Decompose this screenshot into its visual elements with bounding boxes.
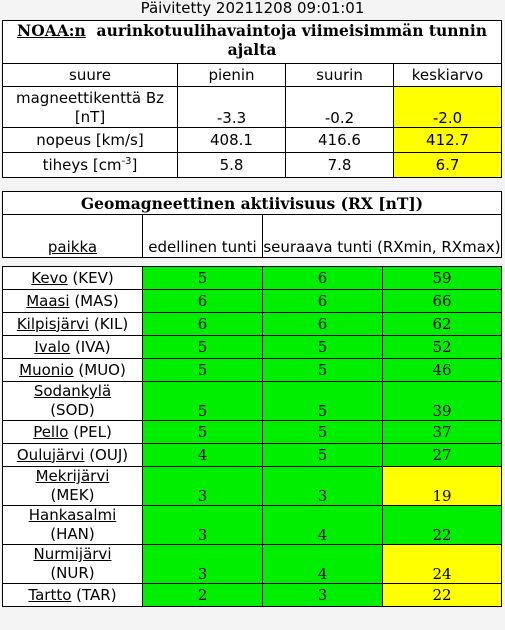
station-row bbox=[3, 506, 502, 545]
station-next-min: 5 bbox=[263, 421, 383, 444]
station-name-cell bbox=[3, 467, 143, 506]
station-prev-hour: 4 bbox=[143, 444, 263, 467]
station-code: (MEK) bbox=[50, 486, 95, 504]
bz-min: -3.3 bbox=[178, 87, 286, 128]
density-label-exponent: -3 bbox=[121, 156, 132, 167]
station-row bbox=[3, 584, 502, 607]
speed-avg: 412.7 bbox=[394, 128, 502, 153]
station-next-min: 4 bbox=[263, 545, 383, 584]
station-code: (PEL) bbox=[68, 422, 112, 441]
updated-timestamp: Päivitetty 20211208 09:01:01 bbox=[140, 0, 365, 17]
speed-label: nopeus [km/s] bbox=[3, 128, 178, 153]
station-row bbox=[3, 359, 502, 382]
station-code: (MAS) bbox=[69, 291, 119, 310]
solar-wind-title bbox=[3, 21, 502, 64]
station-next-min: 5 bbox=[263, 359, 383, 382]
station-name-cell bbox=[3, 421, 143, 444]
station-row bbox=[3, 421, 502, 444]
geomag-title: Geomagneettinen aktiivisuus (RX [nT]) bbox=[3, 192, 502, 215]
solar-wind-table bbox=[2, 20, 502, 178]
station-next-max: 59 bbox=[383, 267, 502, 290]
station-row bbox=[3, 336, 502, 359]
station-next-max: 24 bbox=[383, 545, 502, 584]
col-header-avg: keskiarvo bbox=[394, 64, 502, 87]
station-code: (KIL) bbox=[89, 314, 129, 333]
station-next-max: 27 bbox=[383, 444, 502, 467]
station-link[interactable]: Muonio bbox=[19, 360, 74, 379]
station-prev-hour: 5 bbox=[143, 267, 263, 290]
station-code: (OUJ) bbox=[84, 445, 129, 464]
geomag-header-table bbox=[2, 191, 502, 258]
station-next-max: 19 bbox=[383, 467, 502, 506]
col-header-station bbox=[3, 215, 143, 258]
station-row bbox=[3, 382, 502, 421]
station-next-max: 22 bbox=[383, 584, 502, 607]
station-name-cell bbox=[3, 359, 143, 382]
col-header-quantity: suure bbox=[3, 64, 178, 87]
station-prev-hour: 3 bbox=[143, 545, 263, 584]
station-prev-hour: 3 bbox=[143, 506, 263, 545]
station-prev-hour: 5 bbox=[143, 359, 263, 382]
station-link[interactable]: Hankasalmi bbox=[28, 506, 117, 524]
station-next-max: 46 bbox=[383, 359, 502, 382]
station-link[interactable]: Oulujärvi bbox=[16, 445, 85, 464]
density-min: 5.8 bbox=[178, 153, 286, 178]
stations-table bbox=[2, 266, 502, 607]
station-next-min: 3 bbox=[263, 584, 383, 607]
station-row bbox=[3, 313, 502, 336]
col-header-min: pienin bbox=[178, 64, 286, 87]
station-prev-hour: 3 bbox=[143, 467, 263, 506]
station-prev-hour: 5 bbox=[143, 336, 263, 359]
station-code: (MUO) bbox=[73, 360, 126, 379]
station-name-cell bbox=[3, 584, 143, 607]
density-max: 7.8 bbox=[286, 153, 394, 178]
bz-avg: -2.0 bbox=[394, 87, 502, 128]
station-name-cell bbox=[3, 382, 143, 421]
station-name-cell bbox=[3, 506, 143, 545]
station-row bbox=[3, 545, 502, 584]
station-prev-hour: 5 bbox=[143, 421, 263, 444]
station-link[interactable]: Ivalo bbox=[34, 337, 71, 356]
station-name-cell bbox=[3, 313, 143, 336]
station-name-cell bbox=[3, 267, 143, 290]
solar-wind-title-text: aurinkotuulihavaintoja viimeisimmän tunnin ajalta bbox=[96, 21, 487, 59]
station-code: (HAN) bbox=[50, 525, 95, 543]
station-link[interactable]: Tartto bbox=[28, 585, 72, 604]
col-header-max: suurin bbox=[286, 64, 394, 87]
bz-max: -0.2 bbox=[286, 87, 394, 128]
station-next-min: 6 bbox=[263, 290, 383, 313]
station-next-max: 39 bbox=[383, 382, 502, 421]
station-next-min: 5 bbox=[263, 444, 383, 467]
station-next-min: 4 bbox=[263, 506, 383, 545]
station-prev-hour: 6 bbox=[143, 313, 263, 336]
col-header-prev-hour: edellinen tunti bbox=[143, 215, 263, 258]
station-prev-hour: 2 bbox=[143, 584, 263, 607]
station-next-max: 62 bbox=[383, 313, 502, 336]
bz-label: magneettikenttä Bz [nT] bbox=[3, 87, 178, 128]
col-header-next-hour: seuraava tunti (RXmin, RXmax) bbox=[263, 215, 502, 258]
station-code: (NUR) bbox=[50, 564, 95, 582]
station-next-min: 3 bbox=[263, 467, 383, 506]
station-name-cell bbox=[3, 336, 143, 359]
station-code: (IVA) bbox=[70, 337, 111, 356]
station-prev-hour: 5 bbox=[143, 382, 263, 421]
station-next-max: 37 bbox=[383, 421, 502, 444]
station-next-min: 6 bbox=[263, 267, 383, 290]
noaa-source-link[interactable]: NOAA:n bbox=[17, 21, 86, 40]
station-row bbox=[3, 467, 502, 506]
station-code: (SOD) bbox=[50, 401, 95, 419]
station-link[interactable]: Kevo bbox=[31, 268, 68, 287]
station-next-max: 66 bbox=[383, 290, 502, 313]
station-sort-link[interactable]: paikka bbox=[47, 238, 98, 256]
station-name-cell bbox=[3, 545, 143, 584]
station-prev-hour: 6 bbox=[143, 290, 263, 313]
station-row bbox=[3, 290, 502, 313]
station-name-cell bbox=[3, 444, 143, 467]
station-link[interactable]: Maasi bbox=[26, 291, 70, 310]
station-next-min: 5 bbox=[263, 382, 383, 421]
station-name-cell bbox=[3, 290, 143, 313]
station-link[interactable]: Sodankylä bbox=[33, 382, 112, 400]
station-code: (KEV) bbox=[67, 268, 114, 287]
density-label-text: tiheys [cm bbox=[42, 156, 122, 174]
speed-min: 408.1 bbox=[178, 128, 286, 153]
station-link[interactable]: Kilpisjärvi bbox=[16, 314, 90, 333]
station-next-max: 22 bbox=[383, 506, 502, 545]
station-code: (TAR) bbox=[71, 585, 117, 604]
station-link[interactable]: Mekrijärvi bbox=[35, 467, 110, 485]
station-next-min: 6 bbox=[263, 313, 383, 336]
station-next-min: 5 bbox=[263, 336, 383, 359]
density-label-bracket: ] bbox=[131, 156, 138, 174]
station-row bbox=[3, 267, 502, 290]
station-link[interactable]: Nurmijärvi bbox=[33, 545, 112, 563]
speed-max: 416.6 bbox=[286, 128, 394, 153]
station-next-max: 52 bbox=[383, 336, 502, 359]
station-link[interactable]: Pello bbox=[33, 422, 69, 441]
density-label bbox=[3, 153, 178, 178]
density-avg: 6.7 bbox=[394, 153, 502, 178]
station-row bbox=[3, 444, 502, 467]
